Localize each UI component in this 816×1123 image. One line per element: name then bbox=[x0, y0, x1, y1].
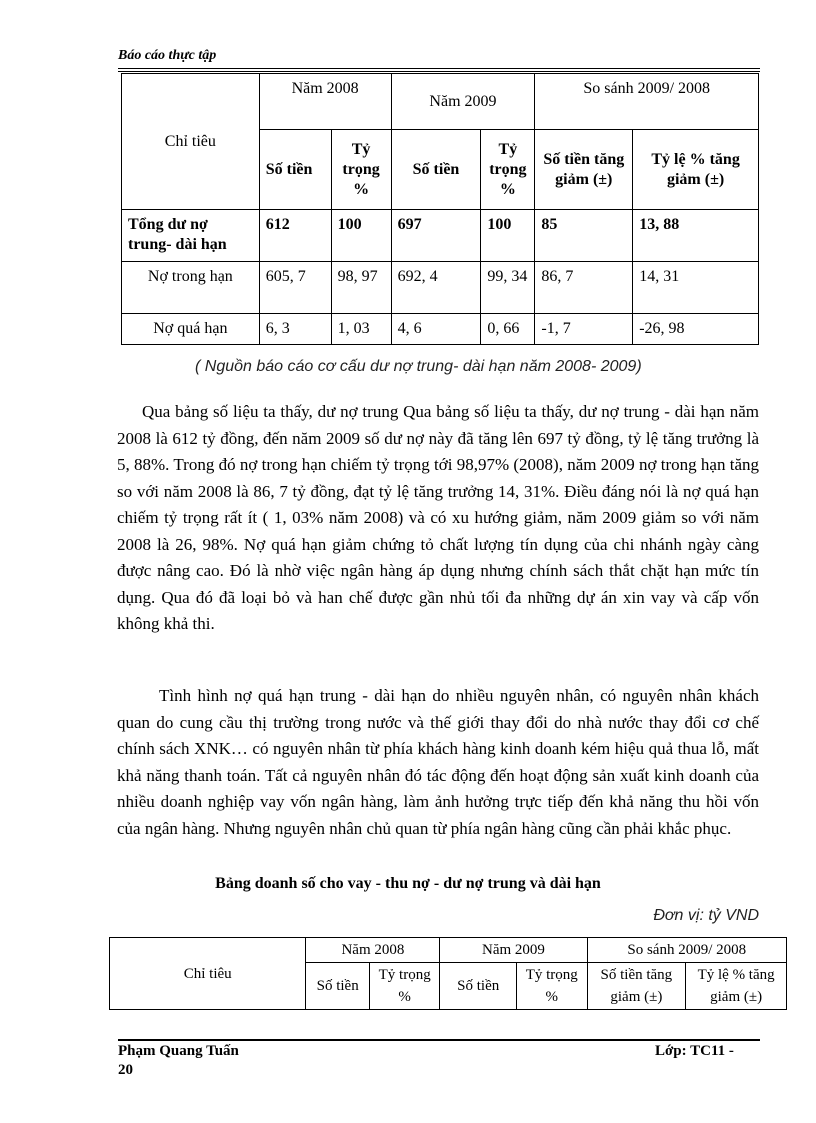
col-header-2009: Năm 2009 bbox=[440, 938, 587, 963]
col-header-share-2009: Tỷ trọng % bbox=[481, 130, 535, 210]
header-divider-secondary bbox=[118, 71, 760, 72]
footer-author: Phạm Quang Tuấn bbox=[118, 1043, 239, 1059]
cell: 605, 7 bbox=[259, 262, 331, 314]
cell: 99, 34 bbox=[481, 262, 535, 314]
table-row bbox=[122, 262, 759, 314]
cell: 100 bbox=[331, 210, 391, 262]
col-header-2008: Năm 2008 bbox=[259, 74, 391, 130]
col-header-change-amount: Số tiền tăng giảm (±) bbox=[587, 963, 686, 1010]
col-header-amount-2008: Số tiền bbox=[306, 963, 369, 1010]
cell: 85 bbox=[535, 210, 633, 262]
debt-structure-table bbox=[121, 73, 759, 345]
col-header-change-amount: Số tiền tăng giảm (±) bbox=[535, 130, 633, 210]
col-header-amount-2008: Số tiền bbox=[259, 130, 331, 210]
analysis-paragraph-1: Qua bảng số liệu ta thấy, dư nợ trung Qua bảng số liệu ta thấy, dư nợ trung - dài hạn năm 2008 là 612 tỷ đồng, đến năm 2009 số dư nợ này đã tăng lên 697 tỷ đồng, tỷ lệ tăng trưởng là 5, 88%. Trong đó nợ trong hạn chiếm tỷ trọng tới 98,97% (2008), năm 2009 nợ trong hạn tăng so với năm 2008 là 86, 7 tỷ đồng, đạt tỷ lệ tăng trưởng 14, 31%. Điều đáng nói là nợ quá hạn chiếm tỷ trọng rất ít ( 1, 03% năm 2008) và có xu hướng giảm, năm 2009 giảm so với năm 2008 là 26, 98%. Nợ quá hạn giảm chứng tỏ chất lượng tín dụng của chi nhánh ngày càng được nâng cao. Đó là nhờ việc ngân hàng áp dụng nhưng chính sách thắt chặt hạn mức tín dụng. Qua đó đã loại bỏ và han chế được gần nhủ tối đa những dự án xin vay và cấp vốn không khả thi. bbox=[117, 402, 759, 633]
col-header-2008: Năm 2008 bbox=[306, 938, 440, 963]
row-label: Tổng dư nợ trung- dài hạn bbox=[122, 210, 260, 262]
table-row bbox=[122, 314, 759, 345]
cell: 6, 3 bbox=[259, 314, 331, 345]
cell: 1, 03 bbox=[331, 314, 391, 345]
header-divider bbox=[118, 68, 760, 69]
col-header-compare: So sánh 2009/ 2008 bbox=[535, 74, 759, 130]
col-header-indicator: Chỉ tiêu bbox=[110, 938, 306, 1010]
cell: 14, 31 bbox=[633, 262, 759, 314]
col-header-2009: Năm 2009 bbox=[391, 74, 535, 130]
cell: 13, 88 bbox=[633, 210, 759, 262]
cell: 4, 6 bbox=[391, 314, 481, 345]
col-header-indicator: Chỉ tiêu bbox=[122, 74, 260, 210]
cell: 98, 97 bbox=[331, 262, 391, 314]
col-header-change-pct: Tỷ lệ % tăng giảm (±) bbox=[633, 130, 759, 210]
footer-class: Lớp: TC11 - bbox=[655, 1043, 734, 1059]
col-header-share-2008: Tỷ trọng % bbox=[331, 130, 391, 210]
page-header-title: Báo cáo thực tập bbox=[118, 48, 217, 63]
footer-divider bbox=[118, 1039, 760, 1041]
table2-unit: Đơn vị: tỷ VND bbox=[653, 907, 759, 924]
col-header-amount-2009: Số tiền bbox=[391, 130, 481, 210]
cell: 0, 66 bbox=[481, 314, 535, 345]
row-label: Nợ quá hạn bbox=[122, 314, 260, 345]
page-number: 20 bbox=[118, 1062, 133, 1078]
col-header-amount-2009: Số tiền bbox=[440, 963, 517, 1010]
cell: -26, 98 bbox=[633, 314, 759, 345]
cell: -1, 7 bbox=[535, 314, 633, 345]
cell: 612 bbox=[259, 210, 331, 262]
lending-table bbox=[109, 937, 787, 1010]
cell: 697 bbox=[391, 210, 481, 262]
analysis-paragraph-2: Tình hình nợ quá hạn trung - dài hạn do nhiều nguyên nhân, có nguyên nhân khách quan do cung cầu thị trường trong nước và thế giới thay đổi do nhà nước thay đổi cơ chế chính sách XNK… có nguyên nhân từ phía khách hàng kinh doanh kém hiệu quả thua lỗ, mất khả năng thanh toán. Tất cả nguyên nhân đó tác động đến hoạt động sản xuất kinh doanh của nhiều doanh nghiệp vay vốn ngân hàng, làm ảnh hưởng trực tiếp đến khả năng thu hồi vốn của ngân hàng. Nhưng nguyên nhân chủ quan từ phía ngân hàng cũng cần phải khắc phục. bbox=[117, 686, 759, 838]
table2-title: Bảng doanh số cho vay - thu nợ - dư nợ trung và dài hạn bbox=[215, 875, 601, 892]
col-header-share-2009: Tỷ trọng % bbox=[516, 963, 587, 1010]
col-header-share-2008: Tỷ trọng % bbox=[369, 963, 440, 1010]
table-row bbox=[122, 210, 759, 262]
col-header-compare: So sánh 2009/ 2008 bbox=[587, 938, 787, 963]
cell: 692, 4 bbox=[391, 262, 481, 314]
cell: 86, 7 bbox=[535, 262, 633, 314]
col-header-change-pct: Tỷ lệ % tăng giảm (±) bbox=[686, 963, 787, 1010]
table-source-note: ( Nguồn báo cáo cơ cấu dư nợ trung- dài hạn năm 2008- 2009) bbox=[195, 358, 642, 375]
row-label: Nợ trong hạn bbox=[122, 262, 260, 314]
cell: 100 bbox=[481, 210, 535, 262]
